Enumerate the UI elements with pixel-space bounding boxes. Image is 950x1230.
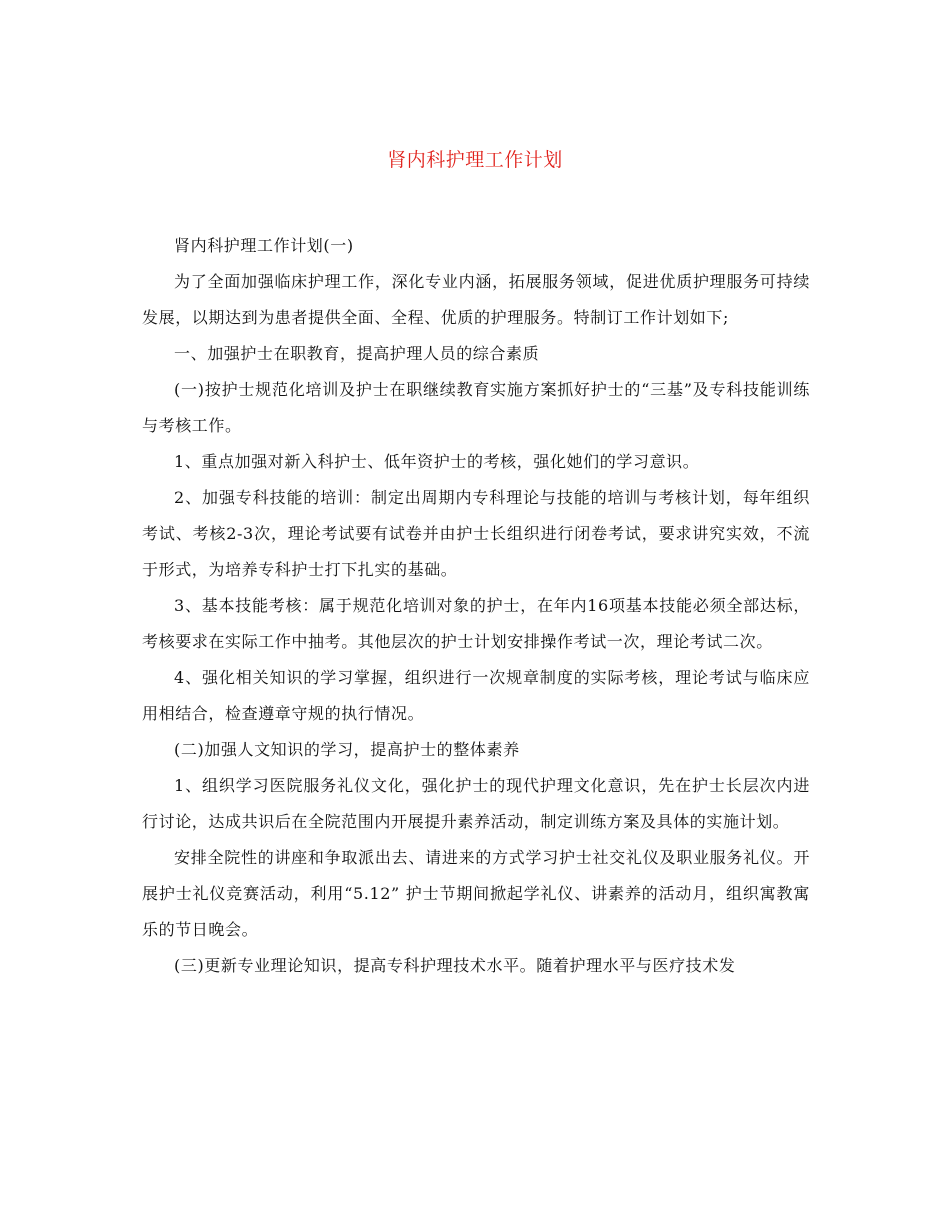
document-title: 肾内科护理工作计划	[387, 149, 563, 171]
list-item-5: 1、组织学习医院服务礼仪文化，强化护士的现代护理文化意识，先在护士长层次内进行讨论，达成共识后在全院范围内开展提升素养活动，制定训练方案及具体的实施计划。	[142, 776, 810, 831]
document-body	[142, 228, 810, 984]
subsection-heading-3: (三)更新专业理论知识，提高专科护理技术水平。随着护理水平与医疗技术发	[174, 956, 736, 975]
section-heading-1: 一、加强护士在职教育，提高护理人员的综合素质	[174, 344, 540, 363]
subsection-heading-2: (二)加强人文知识的学习，提高护士的整体素养	[174, 740, 520, 759]
subsection-heading-1: (一)按护士规范化培训及护士在职继续教育实施方案抓好护士的“三基”及专科技能训练与考核工作。	[142, 380, 810, 435]
list-item-1: 1、重点加强对新入科护士、低年资护士的考核，强化她们的学习意识。	[174, 452, 700, 471]
paragraph-intro: 为了全面加强临床护理工作，深化专业内涵，拓展服务领域，促进优质护理服务可持续发展，以期达到为患者提供全面、全程、优质的护理服务。特制订工作计划如下;	[142, 272, 810, 327]
paragraph-subtitle: 肾内科护理工作计划(一)	[174, 236, 354, 255]
list-item-4: 4、强化相关知识的学习掌握，组织进行一次规章制度的实际考核，理论考试与临床应用相结合，检查遵章守规的执行情况。	[142, 668, 810, 723]
list-item-2: 2、加强专科技能的培训：制定出周期内专科理论与技能的培训与考核计划，每年组织考试、考核2-3次，理论考试要有试卷并由护士长组织进行闭卷考试，要求讲究实效，不流于形式，为培养专科护士打下扎实的基础。	[142, 488, 810, 579]
paragraph-etiquette: 安排全院性的讲座和争取派出去、请进来的方式学习护士社交礼仪及职业服务礼仪。开展护士礼仪竞赛活动，利用“5.12” 护士节期间掀起学礼仪、讲素养的活动月，组织寓教寓乐的节日晚会。	[142, 848, 810, 939]
list-item-3: 3、基本技能考核：属于规范化培训对象的护士，在年内16项基本技能必须全部达标，考核要求在实际工作中抽考。其他层次的护士计划安排操作考试一次，理论考试二次。	[142, 596, 810, 651]
